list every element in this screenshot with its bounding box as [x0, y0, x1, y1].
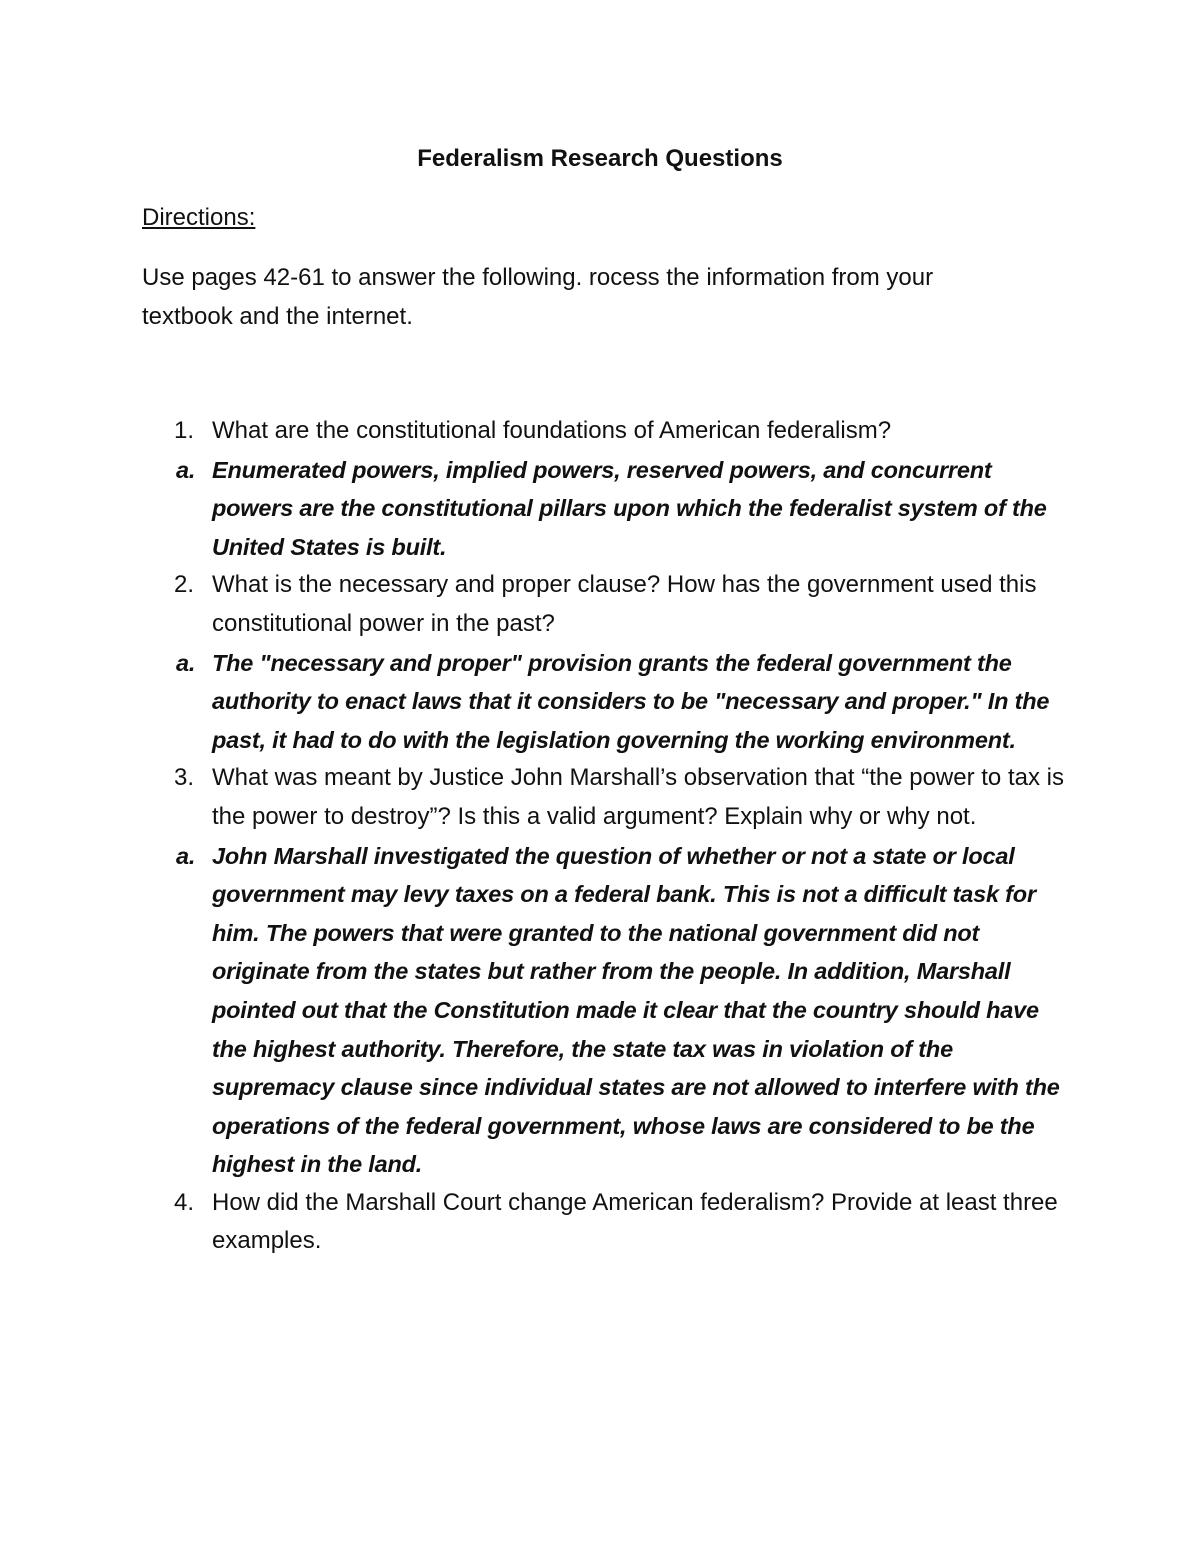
answer	[142, 451, 1072, 567]
question-item-4	[142, 1184, 1072, 1261]
question-number: 1.	[174, 417, 195, 444]
directions-text: Use pages 42-61 to answer the following. rocess the information from your textbook and the internet.	[142, 264, 934, 330]
answer-text: The "necessary and proper" provision grants the federal government the authority to enact laws that it considers to be "necessary and proper." In the past, it had to do with the legislation governing the working environment.	[212, 649, 1050, 753]
question-item-3	[142, 759, 1072, 1184]
answer-letter: a.	[176, 456, 196, 483]
answer	[142, 644, 1072, 760]
question-text: What was meant by Justice John Marshall’s observation that “the power to tax is the power to destroy”? Is this a valid argument? Explain why or why not.	[212, 764, 1064, 830]
question-item-1	[142, 412, 1072, 566]
question-number: 4.	[174, 1188, 195, 1216]
question-text: What are the constitutional foundations of American federalism?	[212, 417, 892, 444]
question	[142, 566, 1072, 643]
question-text: What is the necessary and proper clause? How has the government used this constitutional power in the past?	[212, 571, 1037, 637]
question-list	[142, 412, 1072, 1261]
directions-label: Directions:	[142, 204, 256, 231]
answer-text: John Marshall investigated the question of whether or not a state or local government may levy taxes on a federal bank. This is not a difficult task for him. The powers that were granted to the national government did not originate from the states but rather from the people. In addition, Marshall pointed out that the Constitution made it clear that the country should have the highest authority. Therefore, the state tax was in violation of the supremacy clause since individual states are not allowed to interfere with the operations of the federal government, whose laws are considered to be the highest in the land.	[212, 842, 1060, 1178]
question-number: 2.	[174, 571, 195, 599]
question	[142, 412, 1072, 451]
question	[142, 1184, 1072, 1261]
document-title: Federalism Research Questions	[417, 145, 783, 172]
answer-text: Enumerated powers, implied powers, reserved powers, and concurrent powers are the constitutional pillars upon which the federalist system of the United States is built.	[212, 456, 1047, 560]
question-number: 3.	[174, 764, 195, 792]
answer-letter: a.	[176, 649, 196, 676]
answer	[142, 837, 1072, 1184]
question-item-2	[142, 566, 1072, 759]
question-text: How did the Marshall Court change American federalism? Provide at least three examples.	[212, 1188, 1058, 1255]
question	[142, 759, 1072, 836]
answer-letter: a.	[176, 842, 196, 869]
